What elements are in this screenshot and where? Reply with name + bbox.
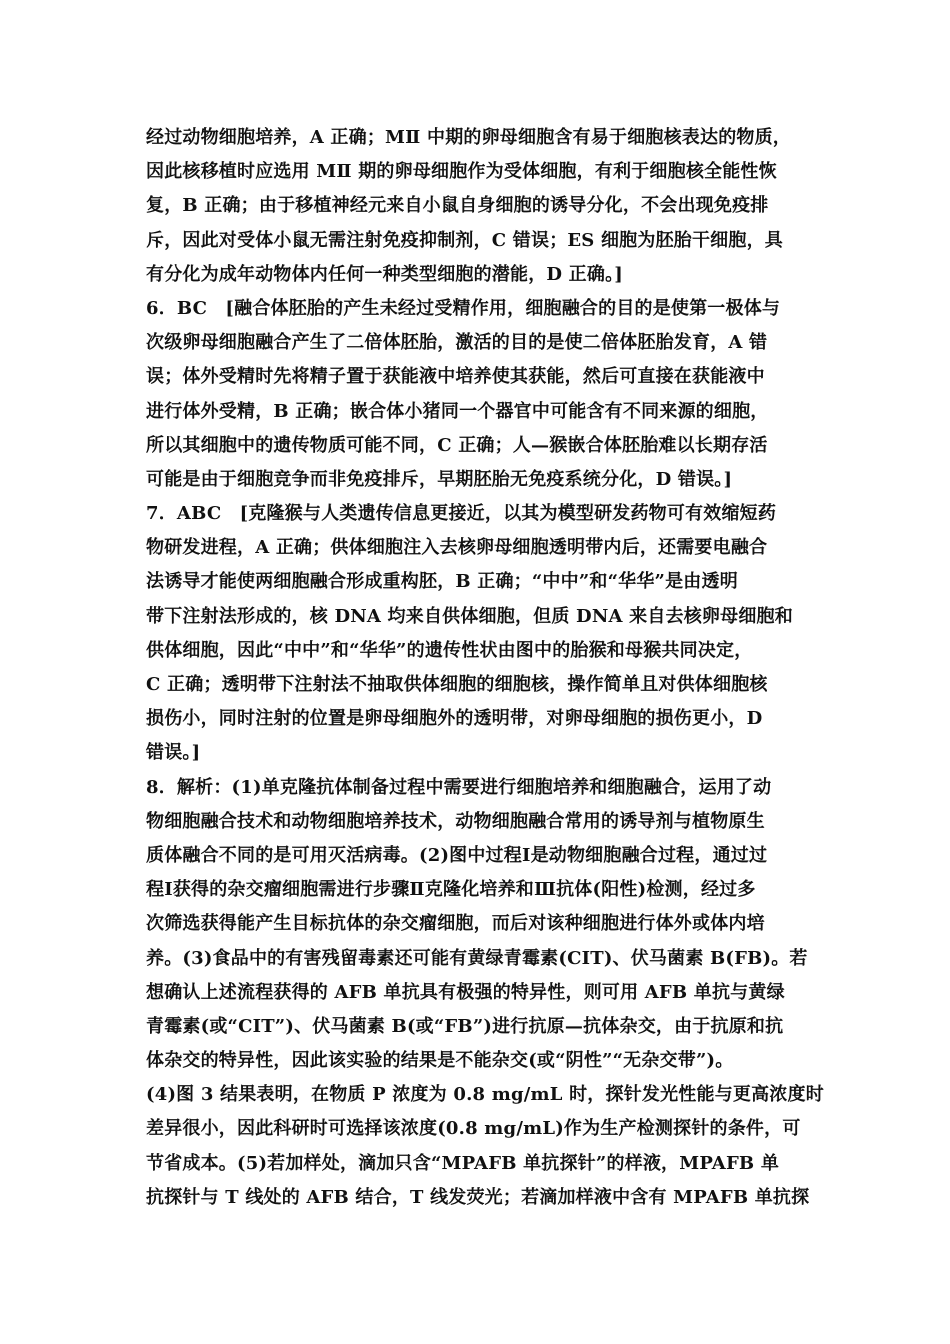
- text-line: C 正确；透明带下注射法不抽取供体细胞的细胞核，操作简单且对供体细胞核: [146, 674, 768, 695]
- text-line: 8．解析：(1)单克隆抗体制备过程中需要进行细胞培养和细胞融合，运用了动: [146, 776, 772, 798]
- text-line: 带下注射法形成的，核 DNA 均来自供体细胞，但质 DNA 来自去核卵母细胞和: [146, 605, 793, 627]
- text-line: (4)图 3 结果表明，在物质 P 浓度为 0.8 mg/mL 时，探针发光性能与更高浓度时: [146, 1084, 824, 1106]
- text-line: 经过动物细胞培养，A 正确；MⅡ 中期的卵母细胞含有易于细胞核表达的物质，: [146, 127, 791, 148]
- text-line: 可能是由于细胞竞争而非免疫排斥，早期胚胎无免疫系统分化，D 错误。]: [146, 468, 733, 490]
- text-line: 次级卵母细胞融合产生了二倍体胚胎，激活的目的是使二倍体胚胎发育，A 错: [146, 332, 768, 354]
- text-line: 误；体外受精时先将精子置于获能液中培养使其获能，然后可直接在获能液中: [146, 366, 765, 388]
- text-line: 进行体外受精，B 正确；嵌合体小猪同一个器官中可能含有不同来源的细胞，: [146, 400, 769, 422]
- text-line: 次筛选获得能产生目标抗体的杂交瘤细胞，而后对该种细胞进行体外或体内培: [146, 913, 765, 935]
- text-line: 物研发进程，A 正确；供体细胞注入去核卵母细胞透明带内后，还需要电融合: [146, 537, 768, 559]
- answer-text-block: [146, 121, 824, 1215]
- text-line: 程Ⅰ获得的杂交瘤细胞需进行步骤Ⅱ克隆化培养和Ⅲ抗体(阳性)检测，经过多: [146, 879, 756, 901]
- text-line: 斥，因此对受体小鼠无需注射免疫抑制剂，C 错误；ES 细胞为胚胎干细胞，具: [146, 229, 783, 251]
- text-line: 质体融合不同的是可用灭活病毒。(2)图中过程Ⅰ是动物细胞融合过程，通过过: [146, 844, 768, 866]
- text-line: 节省成本。(5)若加样处，滴加只含“MPAFB 单抗探针”的样液，MPAFB 单: [146, 1152, 780, 1174]
- text-line: 因此核移植时应选用 MⅡ 期的卵母细胞作为受体细胞，有利于细胞核全能性恢: [146, 161, 777, 183]
- text-line: 7．ABC [克隆猴与人类遗传信息更接近，以其为模型研发药物可有效缩短药: [146, 503, 777, 525]
- text-line: 抗探针与 T 线处的 AFB 结合，T 线发荧光；若滴加样液中含有 MPAFB 单抗探: [146, 1186, 810, 1208]
- text-line: 青霉素(或“CIT”)、伏马菌素 B(或“FB”)进行抗原—抗体杂交，由于抗原和抗: [146, 1015, 784, 1037]
- text-line: 复，B 正确；由于移植神经元来自小鼠自身细胞的诱导分化，不会出现免疫排: [146, 195, 769, 217]
- text-line: 养。(3)食品中的有害残留毒素还可能有黄绿青霉素(CIT)、伏马菌素 B(FB)。若: [146, 947, 808, 969]
- text-line: 法诱导才能使两细胞融合形成重构胚，B 正确；“中中”和“华华”是由透明: [146, 571, 738, 593]
- text-line: 物细胞融合技术和动物细胞培养技术，动物细胞融合常用的诱导剂与植物原生: [146, 810, 765, 832]
- text-line: 损伤小，同时注射的位置是卵母细胞外的透明带，对卵母细胞的损伤更小，D: [146, 708, 763, 730]
- text-line: 想确认上述流程获得的 AFB 单抗具有极强的特异性，则可用 AFB 单抗与黄绿: [146, 981, 785, 1003]
- text-line: 体杂交的特异性，因此该实验的结果是不能杂交(或“阴性”“无杂交带”)。: [146, 1050, 734, 1072]
- text-line: 供体细胞，因此“中中”和“华华”的遗传性状由图中的胎猴和母猴共同决定，: [146, 639, 753, 661]
- text-line: 所以其细胞中的遗传物质可能不同，C 正确；人—猴嵌合体胚胎难以长期存活: [146, 434, 768, 456]
- text-line: 差异很小，因此科研时可选择该浓度(0.8 mg/mL)作为生产检测探针的条件，可: [146, 1118, 801, 1140]
- text-line: 错误。]: [146, 742, 201, 764]
- text-line: 6．BC [融合体胚胎的产生未经过受精作用，细胞融合的目的是使第一极体与: [146, 297, 781, 319]
- text-line: 有分化为成年动物体内任何一种类型细胞的潜能，D 正确。]: [146, 263, 623, 285]
